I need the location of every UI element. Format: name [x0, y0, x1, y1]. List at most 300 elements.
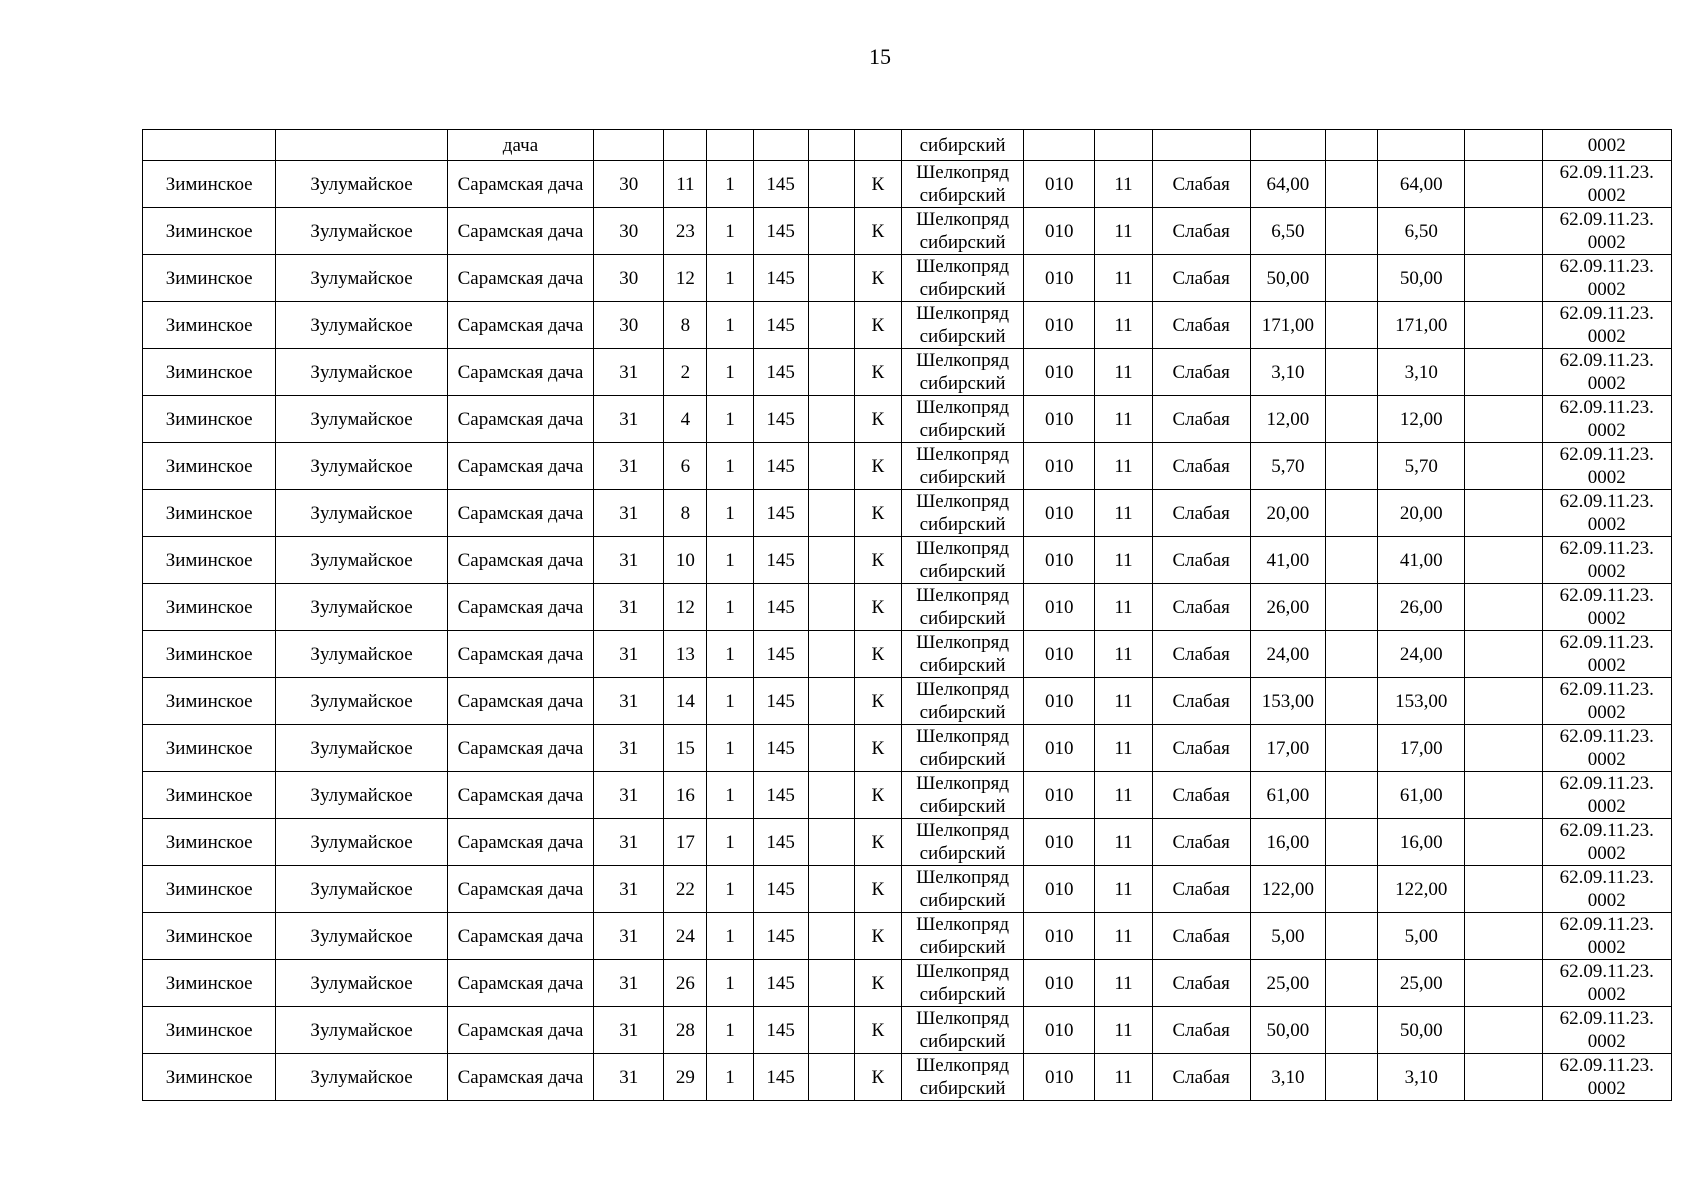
cell-n1: 1: [707, 631, 753, 678]
cell-forestry: Зулумайское: [276, 537, 447, 584]
cell-okpd: 62.09.11.23. 0002: [1542, 161, 1672, 208]
cell-blank3: [1465, 1054, 1542, 1101]
cell-okpd: 62.09.11.23. 0002: [1542, 490, 1672, 537]
cell-forestry: Зулумайское: [276, 866, 447, 913]
cell-degree: Слабая: [1152, 490, 1250, 537]
cell-area1: 20,00: [1250, 490, 1325, 537]
cell-vydel: 16: [664, 772, 707, 819]
cell-pest: Шелкопряд сибирский: [901, 725, 1023, 772]
cell-age: 11: [1095, 161, 1152, 208]
cell-age: 11: [1095, 490, 1152, 537]
cell-k: К: [854, 302, 901, 349]
cell-age: 11: [1095, 913, 1152, 960]
cell-vydel: 26: [664, 960, 707, 1007]
cell-area2: 50,00: [1378, 255, 1465, 302]
table-row: [143, 302, 1672, 349]
cell-n1: 1: [707, 1054, 753, 1101]
cell-code: 010: [1024, 819, 1095, 866]
cell-blank2: [1325, 161, 1377, 208]
cell-blank3: [1465, 678, 1542, 725]
cell-pest: Шелкопряд сибирский: [901, 208, 1023, 255]
cell-code: 010: [1024, 161, 1095, 208]
cell-area1: 26,00: [1250, 584, 1325, 631]
cell-n2: 145: [753, 443, 808, 490]
cell-blank3: [1465, 208, 1542, 255]
cell-n1: 1: [707, 772, 753, 819]
cell-area1: 122,00: [1250, 866, 1325, 913]
cell-k: К: [854, 772, 901, 819]
cell-okpd: 62.09.11.23. 0002: [1542, 537, 1672, 584]
table-row: [143, 866, 1672, 913]
cell-dacha: Сарамская дача: [447, 725, 593, 772]
cell-area1: 25,00: [1250, 960, 1325, 1007]
cell-kvartal: [594, 130, 664, 161]
cell-n1: 1: [707, 1007, 753, 1054]
cell-pest: Шелкопряд сибирский: [901, 772, 1023, 819]
cell-blank2: [1325, 960, 1377, 1007]
cell-area2: 64,00: [1378, 161, 1465, 208]
cell-degree: Слабая: [1152, 678, 1250, 725]
cell-area2: 61,00: [1378, 772, 1465, 819]
cell-degree: Слабая: [1152, 255, 1250, 302]
cell-n2: 145: [753, 490, 808, 537]
cell-k: К: [854, 1054, 901, 1101]
cell-district: Зиминское: [143, 443, 276, 490]
cell-district: Зиминское: [143, 490, 276, 537]
cell-age: 11: [1095, 725, 1152, 772]
cell-district: Зиминское: [143, 349, 276, 396]
cell-district: Зиминское: [143, 255, 276, 302]
cell-n2: [753, 130, 808, 161]
cell-blank1: [808, 537, 854, 584]
table-row: [143, 678, 1672, 725]
cell-kvartal: 31: [594, 1054, 664, 1101]
cell-blank1: [808, 819, 854, 866]
cell-pest: Шелкопряд сибирский: [901, 960, 1023, 1007]
cell-kvartal: 30: [594, 302, 664, 349]
cell-pest: Шелкопряд сибирский: [901, 866, 1023, 913]
cell-n1: 1: [707, 396, 753, 443]
cell-age: 11: [1095, 537, 1152, 584]
table-row: [143, 725, 1672, 772]
cell-vydel: 24: [664, 913, 707, 960]
cell-age: 11: [1095, 819, 1152, 866]
cell-n2: 145: [753, 960, 808, 1007]
cell-blank3: [1465, 396, 1542, 443]
cell-dacha: Сарамская дача: [447, 960, 593, 1007]
cell-blank1: [808, 396, 854, 443]
cell-n2: 145: [753, 208, 808, 255]
cell-age: 11: [1095, 678, 1152, 725]
table-row: [143, 161, 1672, 208]
cell-area2: 171,00: [1378, 302, 1465, 349]
cell-age: 11: [1095, 866, 1152, 913]
cell-okpd: 62.09.11.23. 0002: [1542, 1007, 1672, 1054]
cell-district: Зиминское: [143, 631, 276, 678]
cell-vydel: 11: [664, 161, 707, 208]
page-number: 15: [869, 44, 891, 69]
cell-dacha: Сарамская дача: [447, 396, 593, 443]
cell-vydel: 15: [664, 725, 707, 772]
cell-blank2: [1325, 302, 1377, 349]
cell-blank3: [1465, 631, 1542, 678]
cell-n2: 145: [753, 1054, 808, 1101]
cell-blank3: [1465, 161, 1542, 208]
cell-area1: 5,70: [1250, 443, 1325, 490]
cell-blank2: [1325, 130, 1377, 161]
cell-dacha: Сарамская дача: [447, 631, 593, 678]
cell-k: К: [854, 349, 901, 396]
cell-area1: 16,00: [1250, 819, 1325, 866]
cell-district: [143, 130, 276, 161]
cell-k: К: [854, 208, 901, 255]
cell-kvartal: 31: [594, 772, 664, 819]
cell-code: 010: [1024, 302, 1095, 349]
cell-k: К: [854, 866, 901, 913]
cell-blank3: [1465, 866, 1542, 913]
cell-degree: Слабая: [1152, 772, 1250, 819]
cell-okpd: 62.09.11.23. 0002: [1542, 725, 1672, 772]
cell-area2: 41,00: [1378, 537, 1465, 584]
cell-pest: Шелкопряд сибирский: [901, 631, 1023, 678]
cell-n2: 145: [753, 913, 808, 960]
cell-blank1: [808, 130, 854, 161]
table-row: [143, 255, 1672, 302]
cell-forestry: Зулумайское: [276, 208, 447, 255]
cell-district: Зиминское: [143, 913, 276, 960]
table-row: [143, 1007, 1672, 1054]
cell-code: 010: [1024, 913, 1095, 960]
cell-area2: 25,00: [1378, 960, 1465, 1007]
cell-degree: Слабая: [1152, 161, 1250, 208]
cell-area1: 24,00: [1250, 631, 1325, 678]
cell-blank3: [1465, 725, 1542, 772]
cell-forestry: Зулумайское: [276, 302, 447, 349]
cell-code: 010: [1024, 584, 1095, 631]
cell-area2: [1378, 130, 1465, 161]
cell-area1: 41,00: [1250, 537, 1325, 584]
cell-blank2: [1325, 913, 1377, 960]
cell-forestry: Зулумайское: [276, 584, 447, 631]
cell-degree: Слабая: [1152, 913, 1250, 960]
cell-okpd: 62.09.11.23. 0002: [1542, 1054, 1672, 1101]
table-row: [143, 819, 1672, 866]
cell-code: 010: [1024, 725, 1095, 772]
cell-n2: 145: [753, 772, 808, 819]
cell-okpd: 62.09.11.23. 0002: [1542, 772, 1672, 819]
cell-dacha: Сарамская дача: [447, 537, 593, 584]
cell-dacha: Сарамская дача: [447, 1007, 593, 1054]
cell-district: Зиминское: [143, 1054, 276, 1101]
cell-area2: 6,50: [1378, 208, 1465, 255]
cell-district: Зиминское: [143, 678, 276, 725]
cell-okpd: 62.09.11.23. 0002: [1542, 960, 1672, 1007]
cell-area1: 61,00: [1250, 772, 1325, 819]
cell-n2: 145: [753, 866, 808, 913]
cell-district: Зиминское: [143, 161, 276, 208]
cell-blank1: [808, 678, 854, 725]
cell-code: 010: [1024, 349, 1095, 396]
cell-n1: 1: [707, 866, 753, 913]
cell-degree: Слабая: [1152, 208, 1250, 255]
cell-n1: 1: [707, 725, 753, 772]
cell-vydel: 29: [664, 1054, 707, 1101]
cell-kvartal: 31: [594, 490, 664, 537]
cell-okpd: 62.09.11.23. 0002: [1542, 819, 1672, 866]
cell-blank1: [808, 255, 854, 302]
cell-age: 11: [1095, 1007, 1152, 1054]
cell-vydel: 23: [664, 208, 707, 255]
cell-district: Зиминское: [143, 208, 276, 255]
cell-kvartal: 31: [594, 584, 664, 631]
cell-blank2: [1325, 490, 1377, 537]
cell-dacha: Сарамская дача: [447, 443, 593, 490]
cell-vydel: 4: [664, 396, 707, 443]
cell-code: 010: [1024, 1054, 1095, 1101]
cell-area1: 50,00: [1250, 255, 1325, 302]
cell-kvartal: 31: [594, 537, 664, 584]
cell-degree: Слабая: [1152, 302, 1250, 349]
cell-blank2: [1325, 1054, 1377, 1101]
cell-vydel: 12: [664, 584, 707, 631]
cell-n2: 145: [753, 1007, 808, 1054]
cell-age: 11: [1095, 960, 1152, 1007]
cell-vydel: 8: [664, 490, 707, 537]
cell-n1: 1: [707, 161, 753, 208]
cell-code: 010: [1024, 396, 1095, 443]
cell-code: 010: [1024, 866, 1095, 913]
cell-okpd: 62.09.11.23. 0002: [1542, 443, 1672, 490]
cell-blank3: [1465, 819, 1542, 866]
cell-blank3: [1465, 490, 1542, 537]
cell-dacha: Сарамская дача: [447, 772, 593, 819]
cell-okpd: 62.09.11.23. 0002: [1542, 302, 1672, 349]
cell-blank3: [1465, 255, 1542, 302]
cell-blank2: [1325, 443, 1377, 490]
cell-blank3: [1465, 1007, 1542, 1054]
cell-degree: Слабая: [1152, 1007, 1250, 1054]
cell-age: [1095, 130, 1152, 161]
cell-kvartal: 31: [594, 725, 664, 772]
cell-forestry: Зулумайское: [276, 772, 447, 819]
cell-vydel: 12: [664, 255, 707, 302]
cell-pest: Шелкопряд сибирский: [901, 255, 1023, 302]
cell-blank1: [808, 772, 854, 819]
cell-dacha: Сарамская дача: [447, 866, 593, 913]
cell-degree: Слабая: [1152, 349, 1250, 396]
cell-district: Зиминское: [143, 819, 276, 866]
cell-kvartal: 31: [594, 349, 664, 396]
cell-kvartal: 31: [594, 819, 664, 866]
cell-blank3: [1465, 349, 1542, 396]
cell-age: 11: [1095, 349, 1152, 396]
cell-forestry: Зулумайское: [276, 631, 447, 678]
cell-blank3: [1465, 772, 1542, 819]
cell-code: 010: [1024, 772, 1095, 819]
cell-vydel: 28: [664, 1007, 707, 1054]
cell-age: 11: [1095, 772, 1152, 819]
cell-degree: Слабая: [1152, 725, 1250, 772]
cell-pest: сибирский: [901, 130, 1023, 161]
cell-pest: Шелкопряд сибирский: [901, 1054, 1023, 1101]
cell-n1: 1: [707, 443, 753, 490]
cell-okpd: 62.09.11.23. 0002: [1542, 866, 1672, 913]
cell-district: Зиминское: [143, 866, 276, 913]
table-row: [143, 913, 1672, 960]
cell-k: К: [854, 678, 901, 725]
cell-code: 010: [1024, 631, 1095, 678]
cell-pest: Шелкопряд сибирский: [901, 819, 1023, 866]
cell-okpd: 62.09.11.23. 0002: [1542, 631, 1672, 678]
cell-blank2: [1325, 725, 1377, 772]
cell-dacha: Сарамская дача: [447, 490, 593, 537]
cell-n2: 145: [753, 584, 808, 631]
cell-n1: 1: [707, 678, 753, 725]
cell-area1: 64,00: [1250, 161, 1325, 208]
table-row: [143, 130, 1672, 161]
cell-k: К: [854, 490, 901, 537]
cell-code: 010: [1024, 537, 1095, 584]
cell-district: Зиминское: [143, 725, 276, 772]
cell-n2: 145: [753, 349, 808, 396]
table-row: [143, 490, 1672, 537]
cell-n1: 1: [707, 255, 753, 302]
cell-area2: 24,00: [1378, 631, 1465, 678]
cell-age: 11: [1095, 396, 1152, 443]
cell-vydel: 17: [664, 819, 707, 866]
cell-n1: 1: [707, 537, 753, 584]
cell-pest: Шелкопряд сибирский: [901, 678, 1023, 725]
cell-vydel: 22: [664, 866, 707, 913]
cell-forestry: Зулумайское: [276, 725, 447, 772]
cell-n2: 145: [753, 537, 808, 584]
cell-degree: [1152, 130, 1250, 161]
cell-forestry: Зулумайское: [276, 490, 447, 537]
cell-forestry: Зулумайское: [276, 161, 447, 208]
cell-blank1: [808, 913, 854, 960]
cell-area1: 6,50: [1250, 208, 1325, 255]
cell-blank2: [1325, 208, 1377, 255]
cell-dacha: Сарамская дача: [447, 913, 593, 960]
cell-dacha: Сарамская дача: [447, 161, 593, 208]
cell-pest: Шелкопряд сибирский: [901, 349, 1023, 396]
cell-area2: 50,00: [1378, 1007, 1465, 1054]
cell-blank1: [808, 960, 854, 1007]
table-row: [143, 537, 1672, 584]
cell-dacha: Сарамская дача: [447, 349, 593, 396]
cell-forestry: Зулумайское: [276, 960, 447, 1007]
cell-age: 11: [1095, 302, 1152, 349]
cell-okpd: 62.09.11.23. 0002: [1542, 208, 1672, 255]
cell-pest: Шелкопряд сибирский: [901, 396, 1023, 443]
cell-kvartal: 30: [594, 255, 664, 302]
cell-blank2: [1325, 349, 1377, 396]
cell-pest: Шелкопряд сибирский: [901, 490, 1023, 537]
cell-pest: Шелкопряд сибирский: [901, 537, 1023, 584]
table-body: [143, 130, 1672, 1101]
cell-dacha: Сарамская дача: [447, 1054, 593, 1101]
cell-kvartal: 31: [594, 1007, 664, 1054]
cell-code: 010: [1024, 1007, 1095, 1054]
cell-n2: 145: [753, 396, 808, 443]
cell-code: 010: [1024, 255, 1095, 302]
cell-vydel: 13: [664, 631, 707, 678]
cell-district: Зиминское: [143, 537, 276, 584]
cell-k: К: [854, 161, 901, 208]
cell-dacha: Сарамская дача: [447, 302, 593, 349]
cell-area1: 3,10: [1250, 1054, 1325, 1101]
cell-n2: 145: [753, 678, 808, 725]
cell-okpd: 62.09.11.23. 0002: [1542, 396, 1672, 443]
forest-pest-table: [142, 129, 1672, 1101]
cell-n2: 145: [753, 725, 808, 772]
cell-k: К: [854, 584, 901, 631]
cell-area2: 5,70: [1378, 443, 1465, 490]
cell-dacha: Сарамская дача: [447, 584, 593, 631]
cell-blank1: [808, 1007, 854, 1054]
cell-blank2: [1325, 255, 1377, 302]
cell-kvartal: 31: [594, 960, 664, 1007]
cell-n1: 1: [707, 302, 753, 349]
cell-degree: Слабая: [1152, 584, 1250, 631]
cell-area1: 17,00: [1250, 725, 1325, 772]
cell-blank2: [1325, 772, 1377, 819]
cell-k: К: [854, 631, 901, 678]
cell-n2: 145: [753, 302, 808, 349]
cell-okpd: 62.09.11.23. 0002: [1542, 678, 1672, 725]
table-row: [143, 584, 1672, 631]
cell-district: Зиминское: [143, 1007, 276, 1054]
cell-pest: Шелкопряд сибирский: [901, 1007, 1023, 1054]
cell-code: 010: [1024, 443, 1095, 490]
cell-n1: 1: [707, 960, 753, 1007]
table-row: [143, 396, 1672, 443]
cell-district: Зиминское: [143, 396, 276, 443]
cell-blank2: [1325, 631, 1377, 678]
cell-age: 11: [1095, 255, 1152, 302]
cell-area2: 20,00: [1378, 490, 1465, 537]
cell-area2: 3,10: [1378, 349, 1465, 396]
cell-area2: 17,00: [1378, 725, 1465, 772]
cell-blank1: [808, 302, 854, 349]
cell-area2: 26,00: [1378, 584, 1465, 631]
cell-okpd: 62.09.11.23. 0002: [1542, 913, 1672, 960]
cell-district: Зиминское: [143, 584, 276, 631]
cell-kvartal: 31: [594, 443, 664, 490]
cell-area2: 12,00: [1378, 396, 1465, 443]
cell-district: Зиминское: [143, 302, 276, 349]
cell-blank2: [1325, 396, 1377, 443]
cell-n2: 145: [753, 819, 808, 866]
cell-code: 010: [1024, 960, 1095, 1007]
cell-blank1: [808, 866, 854, 913]
cell-district: Зиминское: [143, 960, 276, 1007]
cell-pest: Шелкопряд сибирский: [901, 302, 1023, 349]
cell-k: К: [854, 255, 901, 302]
cell-blank2: [1325, 678, 1377, 725]
cell-okpd: 62.09.11.23. 0002: [1542, 584, 1672, 631]
cell-blank3: [1465, 537, 1542, 584]
table-row: [143, 443, 1672, 490]
cell-area1: 3,10: [1250, 349, 1325, 396]
table-row: [143, 631, 1672, 678]
cell-k: [854, 130, 901, 161]
cell-k: К: [854, 913, 901, 960]
cell-forestry: Зулумайское: [276, 443, 447, 490]
cell-degree: Слабая: [1152, 443, 1250, 490]
cell-blank1: [808, 490, 854, 537]
cell-forestry: Зулумайское: [276, 819, 447, 866]
